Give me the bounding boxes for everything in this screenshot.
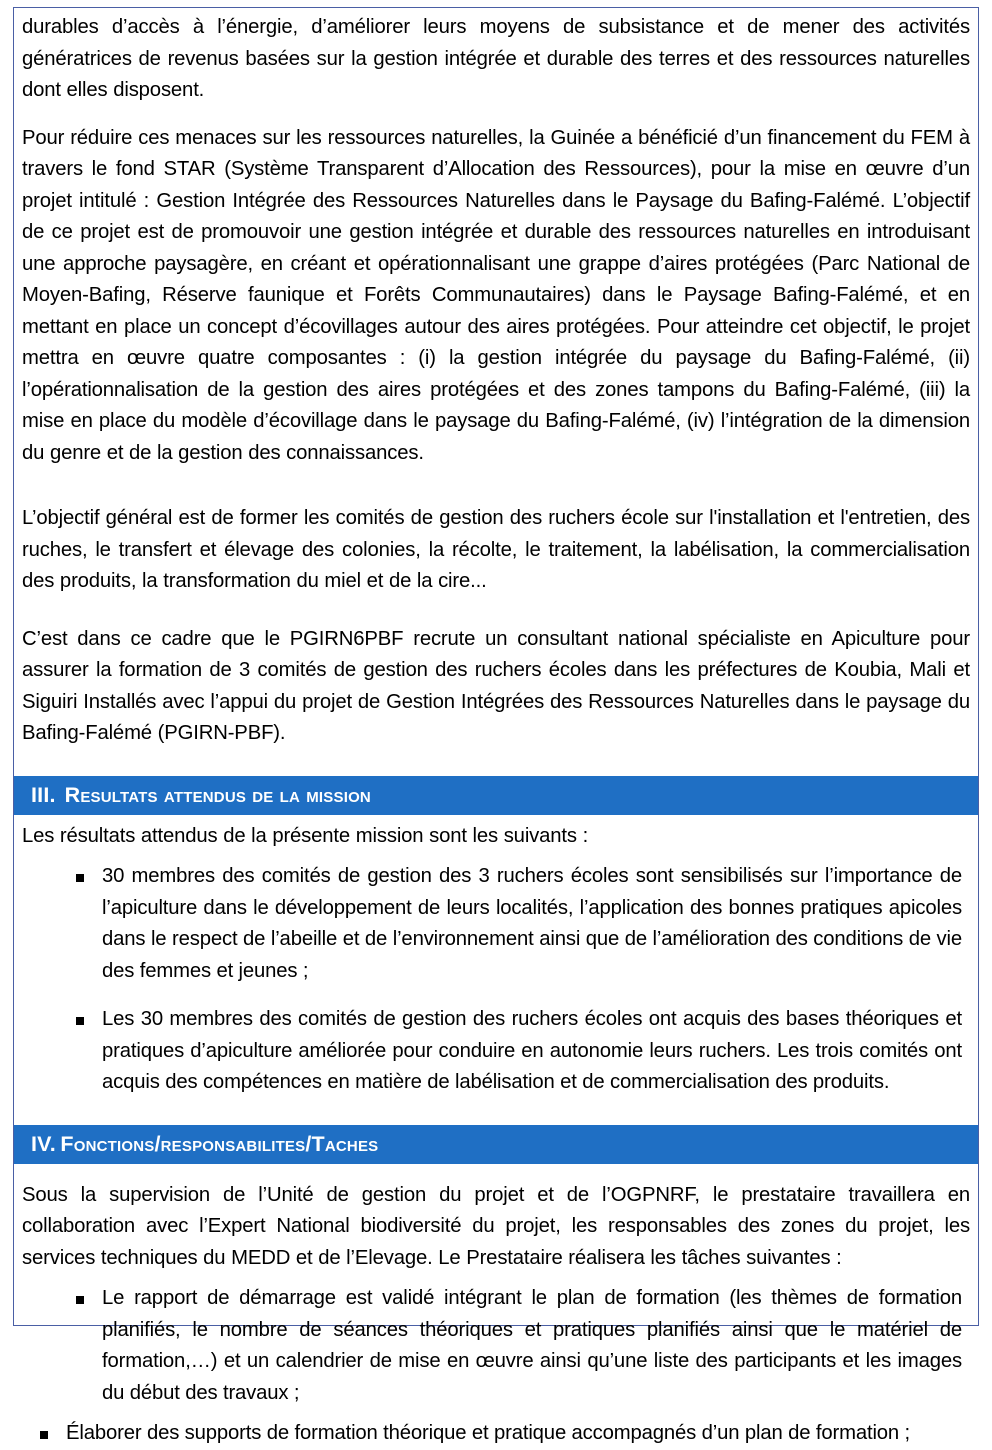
- spacer: [14, 469, 978, 503]
- list-item: [14, 861, 978, 987]
- spacer: [14, 1099, 978, 1125]
- spacer: [14, 1164, 978, 1180]
- list-item-text: Les 30 membres des comités de gestion des ruchers écoles ont acquis des bases théoriques et pratiques d’apiculture améliorée pour conduire en autonomie leurs ruchers. Les trois comités ont acquis des compétences en matière de labélisation et de commercialisation des produits.: [102, 1008, 962, 1093]
- list-item: [14, 1283, 978, 1409]
- section-heading-4-number: IV.: [31, 1131, 56, 1156]
- spacer: [14, 107, 978, 123]
- spacer: [14, 1409, 978, 1418]
- section-3-bullet-list: [14, 861, 978, 1099]
- spacer: [14, 1274, 978, 1283]
- document-body: [14, 8, 978, 1450]
- section-heading-4-title: Fonctions/responsabilites/Taches: [60, 1131, 379, 1156]
- document-frame: [13, 7, 979, 1444]
- section-4-intro: Sous la supervision de l’Unité de gestion du projet et de l’OGPNRF, le prestataire travaillera en collaboration avec l’Expert National biodiversité du projet, les responsables des zones du projet, les services techniques du MEDD et de l’Elevage. Le Prestataire réalisera les tâches suivantes :: [22, 1183, 970, 1269]
- paragraph-recruitment: C’est dans ce cadre que le PGIRN6PBF recrute un consultant national spécialiste en Apiculture pour assurer la formation de 3 comités de gestion des ruchers écoles dans les préfectures de Koubia, Mali et Siguiri Installés avec l’appui du projet de Gestion Intégrées des Ressources Naturelles dans le paysage du Bafing-Falémé (PGIRN-PBF).: [22, 627, 970, 744]
- section-heading-3-title: Resultats attendus de la mission: [64, 782, 371, 807]
- section-heading-3-number: III.: [31, 782, 56, 807]
- section-4-bullet-list-continued: [14, 1418, 978, 1450]
- list-item-text: Élaborer des supports de formation théorique et pratique accompagnés d’un plan de formation ;: [66, 1422, 911, 1444]
- spacer: [14, 750, 978, 776]
- list-item-text: Le rapport de démarrage est validé intégrant le plan de formation (les thèmes de formation planifiés, le nombre de séances théoriques et pratiques planifiés ainsi que le matériel de formation,…) et un calendrier de mise en œuvre ainsi qu’une liste des participants et les images du début des travaux ;: [102, 1287, 962, 1404]
- square-bullet-icon: [40, 1431, 48, 1439]
- spacer: [14, 852, 978, 861]
- spacer: [14, 598, 978, 624]
- section-heading-4: [14, 1125, 978, 1164]
- square-bullet-icon: [76, 1017, 84, 1025]
- square-bullet-icon: [76, 1296, 84, 1304]
- section-3-intro: Les résultats attendus de la présente mission sont les suivants :: [22, 824, 589, 847]
- paragraph-general-objective: L’objectif général est de former les comités de gestion des ruchers école sur l'installation et l'entretien, des ruches, le transfert et élevage des colonies, la récolte, le traitement, la labélisation, la commercialisation des produits, la transformation du miel et de la cire...: [22, 507, 970, 592]
- square-bullet-icon: [76, 874, 84, 882]
- list-item-text: 30 membres des comités de gestion des 3 ruchers écoles sont sensibilisés sur l’importance de l’apiculture dans le développement de leurs localités, l’application des bonnes pratiques apicoles dans le respect de l’abeille et de l’environnement ainsi que de l’amélioration des conditions de vie des femmes et jeunes ;: [102, 865, 962, 982]
- list-item: [14, 1004, 978, 1099]
- list-item: [14, 1418, 978, 1450]
- paragraph-project-background: Pour réduire ces menaces sur les ressources naturelles, la Guinée a bénéficié d’un financement du FEM à travers le fond STAR (Système Transparent d’Allocation des Ressources), pour la mise en œuvre d’un projet intitulé : Gestion Intégrée des Ressources Naturelles dans le Paysage du Bafing-Falémé. L’objectif de ce projet est de promouvoir une gestion intégrée et durable des ressources naturelles en introduisant une approche paysagère, en créant et opérationnalisant une grappe d’aires protégées (Parc National de Moyen-Bafing, Réserve faunique et Forêts Communautaires) dans le Paysage Bafing-Falémé, et en mettant en place un concept d’écovillages autour des aires protégées. Pour atteindre cet objectif, le projet mettra en œuvre quatre composantes : (i) la gestion intégrée du paysage du Bafing-Falémé, (ii) l’opérationnalisation de la gestion des aires protégées et des zones tampons du Bafing-Falémé, (iii) la mise en place du modèle d’écovillage dans le paysage du Bafing-Falémé, (iv) l’intégration de la dimension du genre et de la gestion des connaissances.: [22, 126, 970, 464]
- section-4-bullet-list: [14, 1283, 978, 1409]
- paragraph-continuation: durables d’accès à l’énergie, d’améliorer leurs moyens de subsistance et de mener des activités génératrices de revenus basées sur la gestion intégrée et durable des terres et des ressources naturelles dont elles disposent.: [22, 16, 970, 101]
- section-heading-3: [14, 776, 978, 815]
